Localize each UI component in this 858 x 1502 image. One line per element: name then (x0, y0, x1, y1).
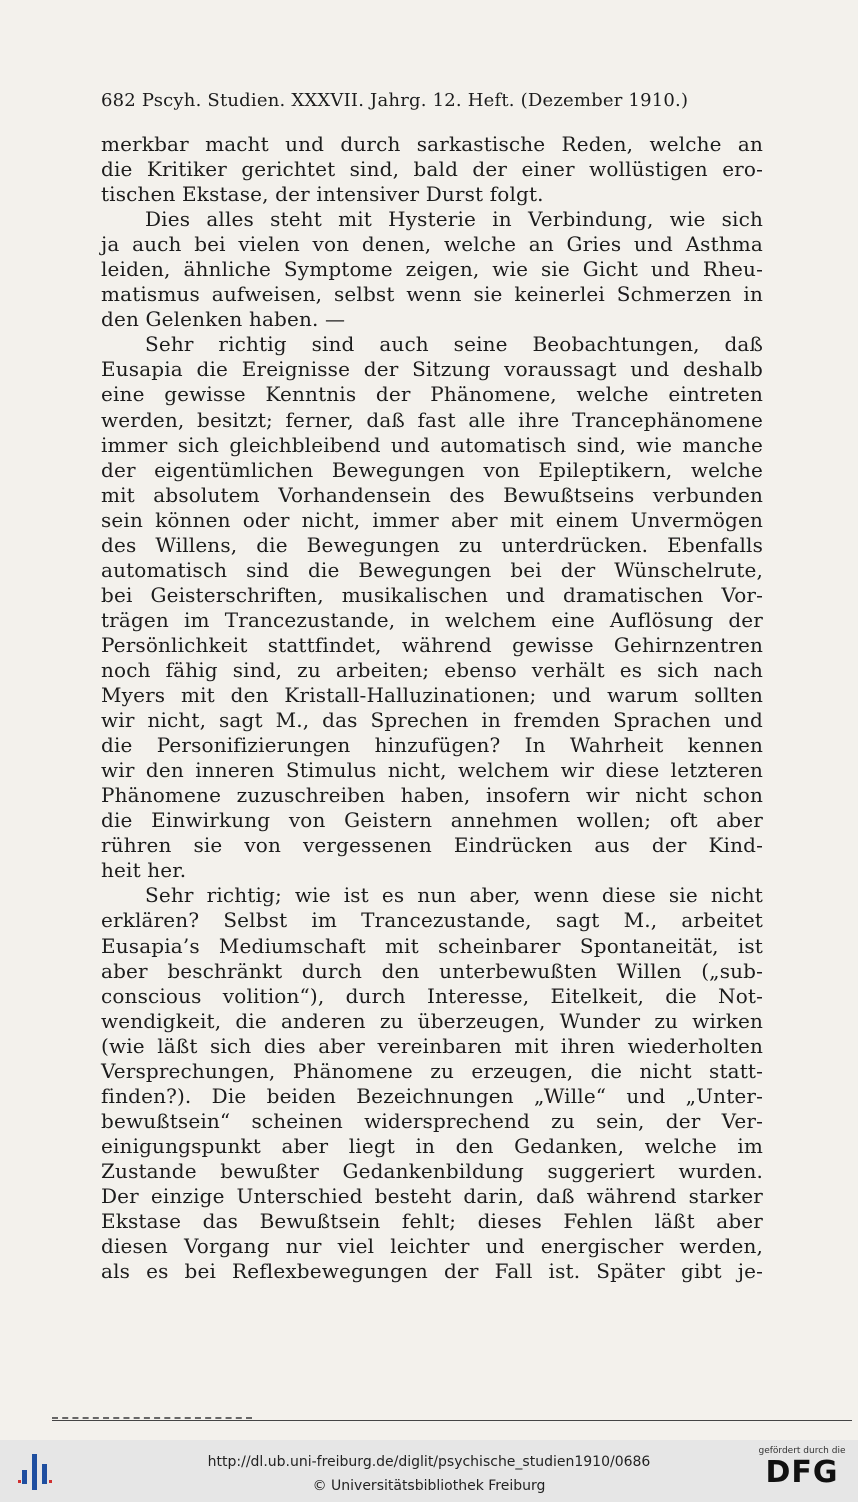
text-line: automatisch sind die Bewegungen bei der Wünschelrute, (101, 557, 763, 582)
footer-bar (0, 1440, 858, 1502)
dfg-funded-by-text: gefördert durch die (758, 1446, 846, 1456)
body-text (101, 132, 763, 1284)
text-line: einigungspunkt aber liegt in den Gedanken, welche im (101, 1133, 763, 1158)
text-line: des Willens, die Bewegungen zu unterdrücken. Ebenfalls (101, 532, 763, 557)
text-line: Dies alles steht mit Hysterie in Verbindung, wie sich (145, 207, 763, 232)
text-line: bei Geisterschriften, musikalischen und dramatischen Vor- (101, 582, 763, 607)
bottom-rule-dashed (52, 1417, 252, 1419)
text-line: den Gelenken haben. — (101, 307, 346, 332)
text-line: wir den inneren Stimulus nicht, welchem wir diese letzteren (101, 758, 763, 783)
text-line: merkbar macht und durch sarkastische Reden, welche an (101, 132, 763, 156)
text-line: Der einzige Unterschied besteht darin, daß während starker (101, 1183, 763, 1208)
text-line: immer sich gleichbleibend und automatisch sind, wie manche (101, 432, 763, 457)
text-line: die Kritiker gerichtet sind, bald der einer wollüstigen ero- (101, 157, 763, 182)
text-line: conscious volition“), durch Interesse, Eitelkeit, die Not- (101, 983, 763, 1008)
text-line: bewußtsein“ scheinen widersprechend zu sein, der Ver- (101, 1108, 763, 1133)
running-head: 682 Pscyh. Studien. XXXVII. Jahrg. 12. Heft. (Dezember 1910.) (101, 90, 689, 111)
text-line: die Einwirkung von Geistern annehmen wollen; oft aber (101, 808, 763, 833)
text-line: Eusapia die Ereignisse der Sitzung voraussagt und deshalb (101, 357, 763, 382)
text-line: diesen Vorgang nur viel leichter und energischer werden, (101, 1234, 763, 1259)
dfg-logo (756, 1446, 848, 1498)
text-line: matismus aufweisen, selbst wenn sie keinerlei Schmerzen in (101, 282, 763, 307)
text-line: leiden, ähnliche Symptome zeigen, wie sie Gicht und Rheu- (101, 257, 763, 282)
text-line: mit absolutem Vorhandensein des Bewußtseins verbunden (101, 482, 763, 507)
text-line: Myers mit den Kristall-Halluzinationen; und warum sollten (101, 683, 763, 708)
text-line: erklären? Selbst im Trancezustande, sagt M., arbeitet (101, 908, 763, 933)
dfg-logo-text: DFG (765, 1455, 839, 1490)
text-line: rühren sie von vergessenen Eindrücken aus der Kind- (101, 833, 763, 858)
text-line: noch fähig sind, zu arbeiten; ebenso verhält es sich nach (101, 657, 763, 682)
bottom-rule (52, 1420, 852, 1421)
text-line: Ekstase das Bewußtsein fehlt; dieses Fehlen läßt aber (101, 1209, 763, 1234)
text-line: Persönlichkeit stattfindet, während gewisse Gehirnzentren (101, 632, 763, 657)
text-line: Sehr richtig sind auch seine Beobachtungen, daß (145, 332, 763, 357)
text-line: tischen Ekstase, der intensiver Durst folgt. (101, 182, 544, 207)
text-line: finden?). Die beiden Bezeichnungen „Wille“ und „Unter- (101, 1083, 763, 1108)
text-line: wendigkeit, die anderen zu überzeugen, Wunder zu wirken (101, 1008, 763, 1033)
text-line: sein können oder nicht, immer aber mit einem Unvermögen (101, 507, 763, 532)
text-line: heit her. (101, 858, 187, 883)
text-line: als es bei Reflexbewegungen der Fall ist. Später gibt je- (101, 1259, 763, 1284)
text-line: Phänomene zuzuschreiben haben, insofern wir nicht schon (101, 783, 763, 808)
text-line: der eigentümlichen Bewegungen von Epileptikern, welche (101, 457, 763, 482)
text-line: ja auch bei vielen von denen, welche an Gries und Asthma (101, 232, 763, 257)
text-line: werden, besitzt; ferner, daß fast alle ihre Trancephänomene (101, 407, 763, 432)
text-line: wir nicht, sagt M., das Sprechen in fremden Sprachen und (101, 708, 763, 733)
text-line: Sehr richtig; wie ist es nun aber, wenn diese sie nicht (145, 883, 763, 908)
footer-url-link[interactable]: http://dl.ub.uni-freiburg.de/diglit/psychische_studien1910/0686 (207, 1454, 651, 1470)
text-line: eine gewisse Kenntnis der Phänomene, welche eintreten (101, 382, 763, 407)
text-line: aber beschränkt durch den unterbewußten Willen („sub- (101, 958, 763, 983)
text-line: trägen im Trancezustande, in welchem eine Auflösung der (101, 607, 763, 632)
text-line: Versprechungen, Phänomene zu erzeugen, die nicht statt- (101, 1058, 763, 1083)
text-line: Eusapia’s Mediumschaft mit scheinbarer Spontaneität, ist (101, 933, 763, 958)
footer-copyright: © Universitätsbibliothek Freiburg (312, 1478, 546, 1494)
text-line: die Personifizierungen hinzufügen? In Wahrheit kennen (101, 733, 763, 758)
text-line: (wie läßt sich dies aber vereinbaren mit ihren wiederholten (101, 1033, 763, 1058)
text-line: Zustande bewußter Gedankenbildung suggeriert wurden. (101, 1158, 763, 1183)
